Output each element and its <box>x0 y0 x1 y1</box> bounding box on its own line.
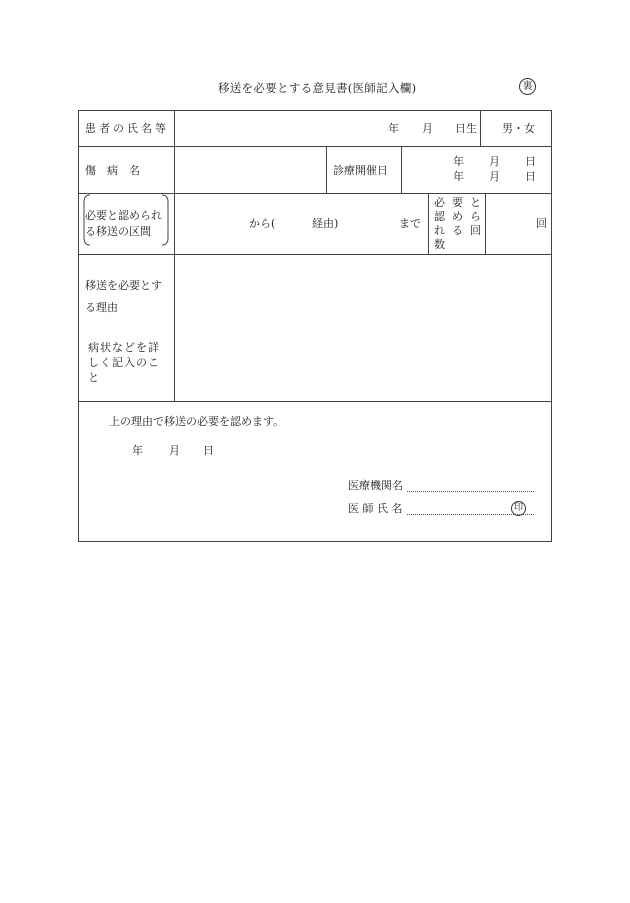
count-label-char: 要 <box>452 196 463 209</box>
diagnosis-label: 傷 病 名 <box>85 164 140 177</box>
sex-column-divider <box>480 111 481 146</box>
institution-label: 医療機関名 <box>348 479 403 492</box>
reason-label <box>85 275 162 319</box>
count-label-char: 数 <box>434 238 445 251</box>
reason-note-line3: と <box>88 371 100 384</box>
exam-date-label: 診療開催日 <box>333 164 388 177</box>
signature-year-unit: 年 <box>132 444 143 457</box>
reason-note-line2: しく記入のこ <box>88 356 160 369</box>
sex-choice[interactable]: 男・女 <box>502 122 535 135</box>
count-label-char: め <box>452 210 463 223</box>
reason-label-line2: る理由 <box>85 301 118 314</box>
transfer-section-label-line1: 必要と認められ <box>85 209 162 222</box>
count-label-char: 回 <box>470 224 481 237</box>
seal-mark: 印 <box>511 501 526 516</box>
label-column-divider <box>174 111 175 401</box>
count-label-char: 認 <box>434 210 445 223</box>
reason-note-line1: 病状などを詳 <box>88 341 160 354</box>
back-side-mark: 裏 <box>519 78 536 95</box>
exam-label-divider <box>326 146 327 193</box>
approval-statement: 上の理由で移送の必要を認めます。 <box>109 415 285 428</box>
opinion-form <box>78 110 552 542</box>
birth-year-unit: 年 <box>388 122 399 135</box>
count-label-char: る <box>452 224 463 237</box>
signature-day-unit: 日 <box>203 444 214 457</box>
row-divider <box>79 254 551 255</box>
patient-name-label-text: 患者の氏名等 <box>85 122 169 135</box>
row-divider <box>79 146 551 147</box>
exam-date-year-1: 年 <box>453 155 464 168</box>
count-label-char: れ <box>434 224 445 237</box>
transfer-to-text: まで <box>399 217 421 230</box>
transfer-section-label-line2: る移送の区間 <box>85 225 151 238</box>
birth-day-unit: 日生 <box>455 122 477 135</box>
signature-month-unit: 月 <box>169 444 180 457</box>
exam-date-divider <box>401 146 402 193</box>
exam-date-month-1: 月 <box>489 155 500 168</box>
count-label-char: と <box>470 196 481 209</box>
count-unit: 回 <box>536 217 547 230</box>
document-title: 移送を必要とする意見書(医師記入欄) <box>218 81 417 95</box>
count-label-char: 必 <box>434 196 445 209</box>
count-value-divider <box>485 193 486 254</box>
birth-month-unit: 月 <box>422 122 433 135</box>
exam-date-year-2: 年 <box>453 170 464 183</box>
reason-label-line1: 移送を必要とす <box>85 279 162 292</box>
note-bracket <box>83 194 169 246</box>
patient-name-label <box>85 123 171 134</box>
exam-date-day-2: 日 <box>525 170 536 183</box>
doctor-name-label: 医 師 氏 名 <box>348 502 403 515</box>
exam-date-month-2: 月 <box>489 170 500 183</box>
count-label-divider <box>428 193 429 254</box>
transfer-from-text: から( <box>249 217 276 230</box>
row-divider <box>79 401 551 402</box>
reason-note <box>88 340 160 385</box>
count-label-char: ら <box>470 210 481 223</box>
institution-fill-line[interactable] <box>407 491 534 492</box>
transfer-via-text: 経由) <box>312 217 339 230</box>
exam-date-day-1: 日 <box>525 155 536 168</box>
